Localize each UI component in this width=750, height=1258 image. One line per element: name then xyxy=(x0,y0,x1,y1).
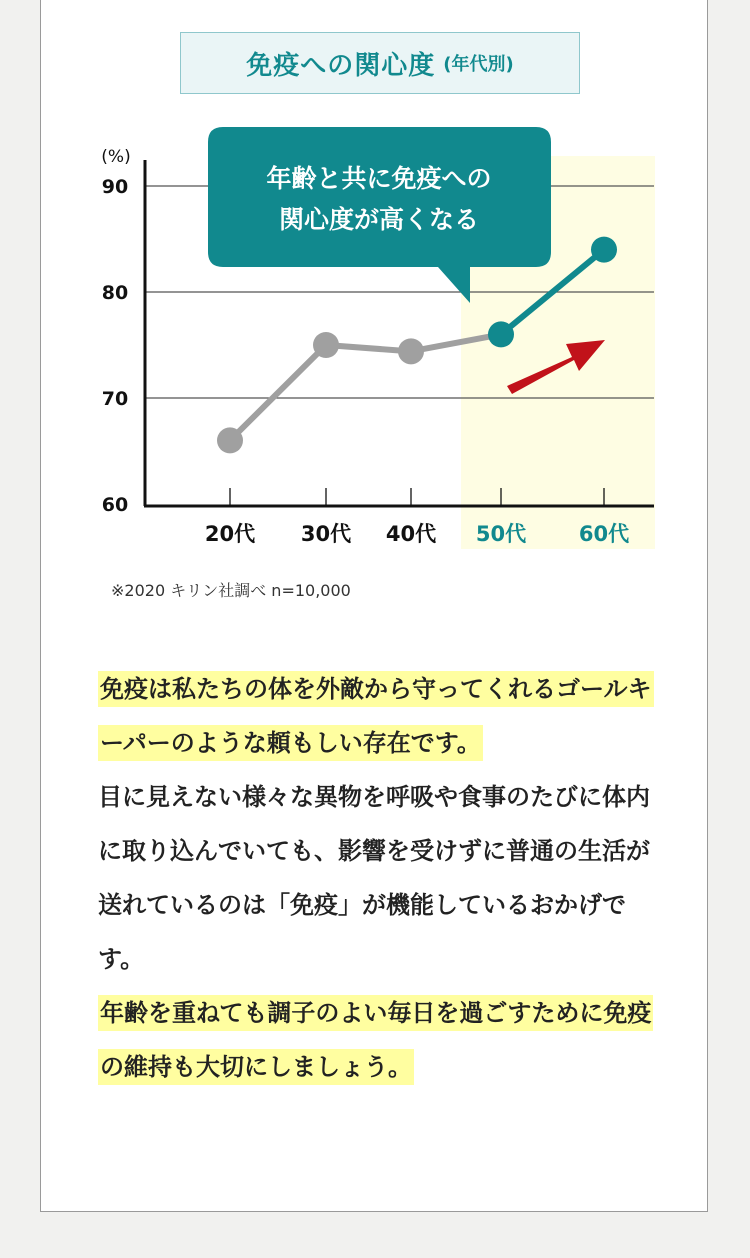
x-tick-label: 60代 xyxy=(578,522,630,546)
y-tick-label: 80 xyxy=(101,282,129,304)
x-tick-label: 40代 xyxy=(385,522,437,546)
chart-subtitle: (年代別) xyxy=(443,54,514,75)
callout-line-1: 年齢と共に免疫への xyxy=(266,164,492,193)
survey-source-note: ※2020 キリン社調べ n=10,000 xyxy=(111,581,351,600)
y-axis-unit: (%) xyxy=(101,147,131,167)
series-line-segment xyxy=(230,345,326,440)
y-tick-label: 90 xyxy=(101,176,129,198)
data-point xyxy=(591,237,617,263)
paragraph-1: 免疫は私たちの体を外敵から守ってくれるゴールキーパーのような頼もしい存在です。 xyxy=(98,662,658,770)
data-point xyxy=(398,338,424,364)
interest-line-chart xyxy=(41,0,709,560)
content-card xyxy=(40,0,708,1212)
paragraph-3: 年齢を重ねても調子のよい毎日を過ごすために免疫の維持も大切にしましょう。 xyxy=(98,986,658,1094)
callout-line-2: 関心度が高くなる xyxy=(278,205,480,234)
data-point xyxy=(488,321,514,347)
paragraph-2: 目に見えない様々な異物を呼吸や食事のたびに体内に取り込んでいても、影響を受けずに普通の生活が送れているのは「免疫」が機能しているおかげです。 xyxy=(98,783,650,973)
body-text xyxy=(98,662,658,1094)
data-point xyxy=(313,332,339,358)
y-tick-label: 70 xyxy=(101,388,129,410)
y-tick-label: 60 xyxy=(101,494,129,516)
chart-title: 免疫への関心度 xyxy=(246,50,436,81)
x-tick-label: 50代 xyxy=(475,522,527,546)
x-tick-label: 20代 xyxy=(204,522,256,546)
data-point xyxy=(217,427,243,453)
x-tick-label: 30代 xyxy=(300,522,352,546)
